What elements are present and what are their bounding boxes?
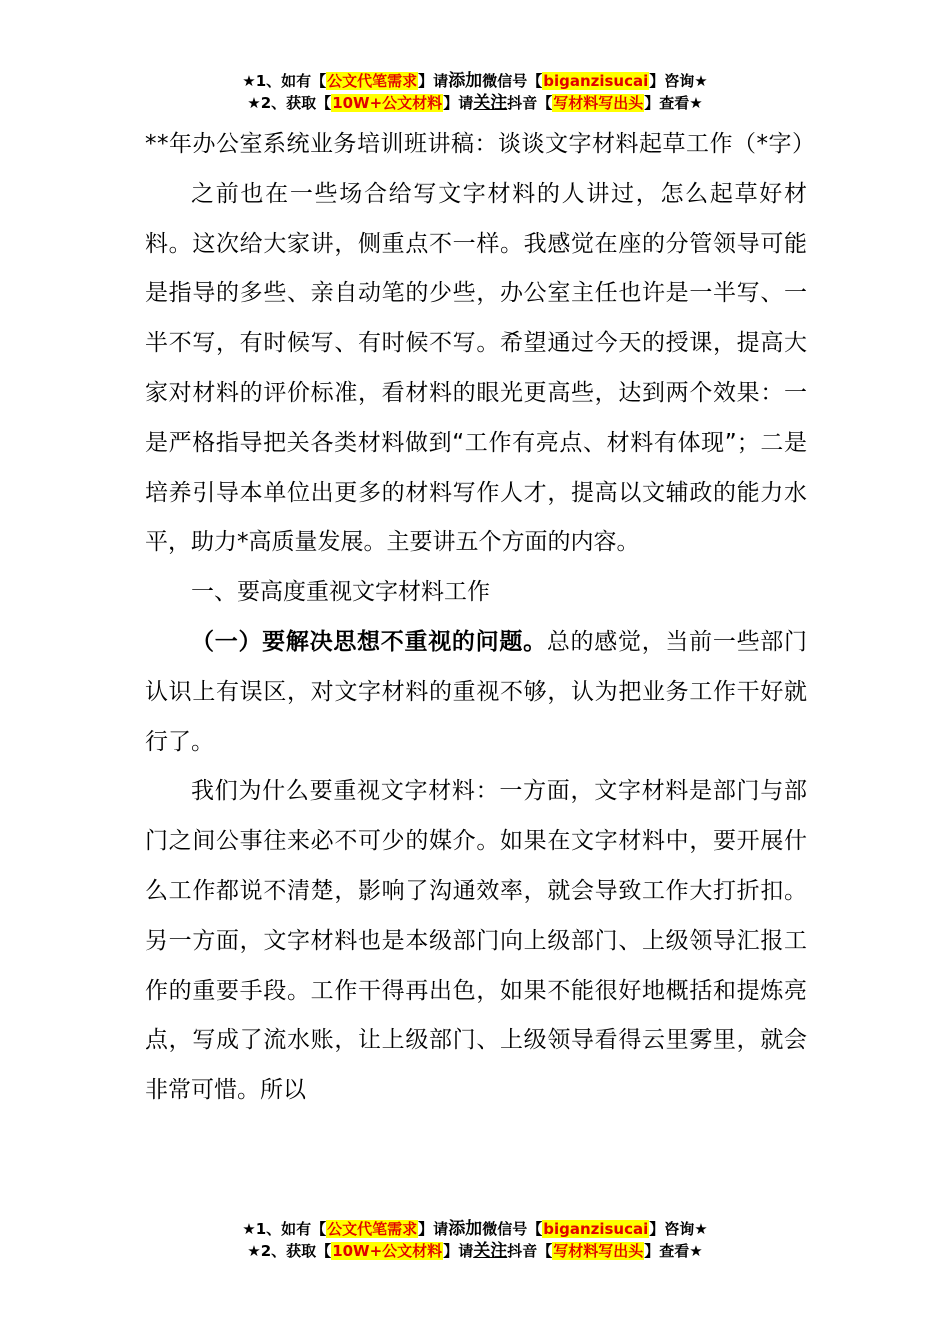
promo-highlight: 写材料写出头	[553, 1242, 644, 1260]
promo-emphasis: 添加	[448, 71, 483, 91]
intro-paragraph: 之前也在一些场合给写文字材料的人讲过，怎么起草好材料。这次给大家讲，侧重点不一样。我感觉在座的分管领导可能是指导的多些、亲自动笔的少些，办公室主任也许是一半写、一半不写，有时候写、有时候不写。希望通过今天的授课，提高大家对材料的评价标准，看材料的眼光更高些，达到两个效果：一是严格指导把关各类材料做到“工作有亮点、材料有体现”；二是培养引导本单位出更多的材料写作人才，提高以文辅政的能力水平，助力*高质量发展。主要讲五个方面的内容。	[145, 180, 807, 556]
promo-text: 抖音【	[507, 94, 553, 112]
promo-banner-bottom	[0, 1218, 950, 1262]
promo-text: 微信号【	[482, 1220, 543, 1238]
promo-text: ★1、如有【	[242, 72, 327, 90]
document-body	[145, 120, 816, 1116]
promo-highlight: 10W+公文材料	[332, 1242, 443, 1260]
promo-highlight: biganzisucai	[543, 72, 649, 90]
promo-highlight: 10W+公文材料	[332, 94, 443, 112]
promo-text: ★2、获取【	[247, 94, 332, 112]
promo-line-2	[0, 1240, 950, 1262]
promo-highlight: 写材料写出头	[553, 94, 644, 112]
promo-line-2	[0, 92, 950, 114]
subsection-lead: （一）要解决思想不重视的问题。	[191, 628, 547, 655]
promo-text: 抖音【	[507, 1242, 553, 1260]
subsection-text: 总的感觉，当前一些部门认识上有误区，对文字材料的重视不够，认为把业务工作干好就行了。	[145, 628, 808, 755]
promo-text: 】咨询★	[649, 1220, 708, 1238]
promo-emphasis: 关注	[473, 1241, 508, 1261]
section-heading: 一、要高度重视文字材料工作	[191, 579, 490, 606]
promo-text: 】请	[443, 94, 474, 112]
promo-emphasis: 添加	[448, 1219, 483, 1239]
subsection-paragraph	[145, 618, 807, 767]
promo-text: 】请	[418, 1220, 449, 1238]
promo-line-1	[0, 70, 950, 92]
promo-line-1	[0, 1218, 950, 1240]
promo-banner-top	[0, 70, 950, 114]
promo-highlight: biganzisucai	[543, 1220, 649, 1238]
promo-text: 】请	[443, 1242, 474, 1260]
promo-text: 】请	[418, 72, 449, 90]
promo-text: ★1、如有【	[242, 1220, 327, 1238]
body-paragraph: 我们为什么要重视文字材料：一方面，文字材料是部门与部门之间公事往来必不可少的媒介。如果在文字材料中，要开展什么工作都说不清楚，影响了沟通效率，就会导致工作大打折扣。另一方面，文字材料也是本级部门向上级部门、上级领导汇报工作的重要手段。工作干得再出色，如果不能很好地概括和提炼亮点，写成了流水账，让上级部门、上级领导看得云里雾里，就会非常可惜。所以	[145, 778, 807, 1104]
promo-text: 】查看★	[644, 1242, 703, 1260]
promo-highlight: 公文代笔需求	[327, 72, 418, 90]
promo-text: ★2、获取【	[247, 1242, 332, 1260]
document-title: **年办公室系统业务培训班讲稿：谈谈文字材料起草工作（*字）	[145, 131, 816, 157]
promo-highlight: 公文代笔需求	[327, 1220, 418, 1238]
promo-emphasis: 关注	[473, 93, 508, 113]
promo-text: 微信号【	[482, 72, 543, 90]
promo-text: 】查看★	[644, 94, 703, 112]
promo-text: 】咨询★	[649, 72, 708, 90]
